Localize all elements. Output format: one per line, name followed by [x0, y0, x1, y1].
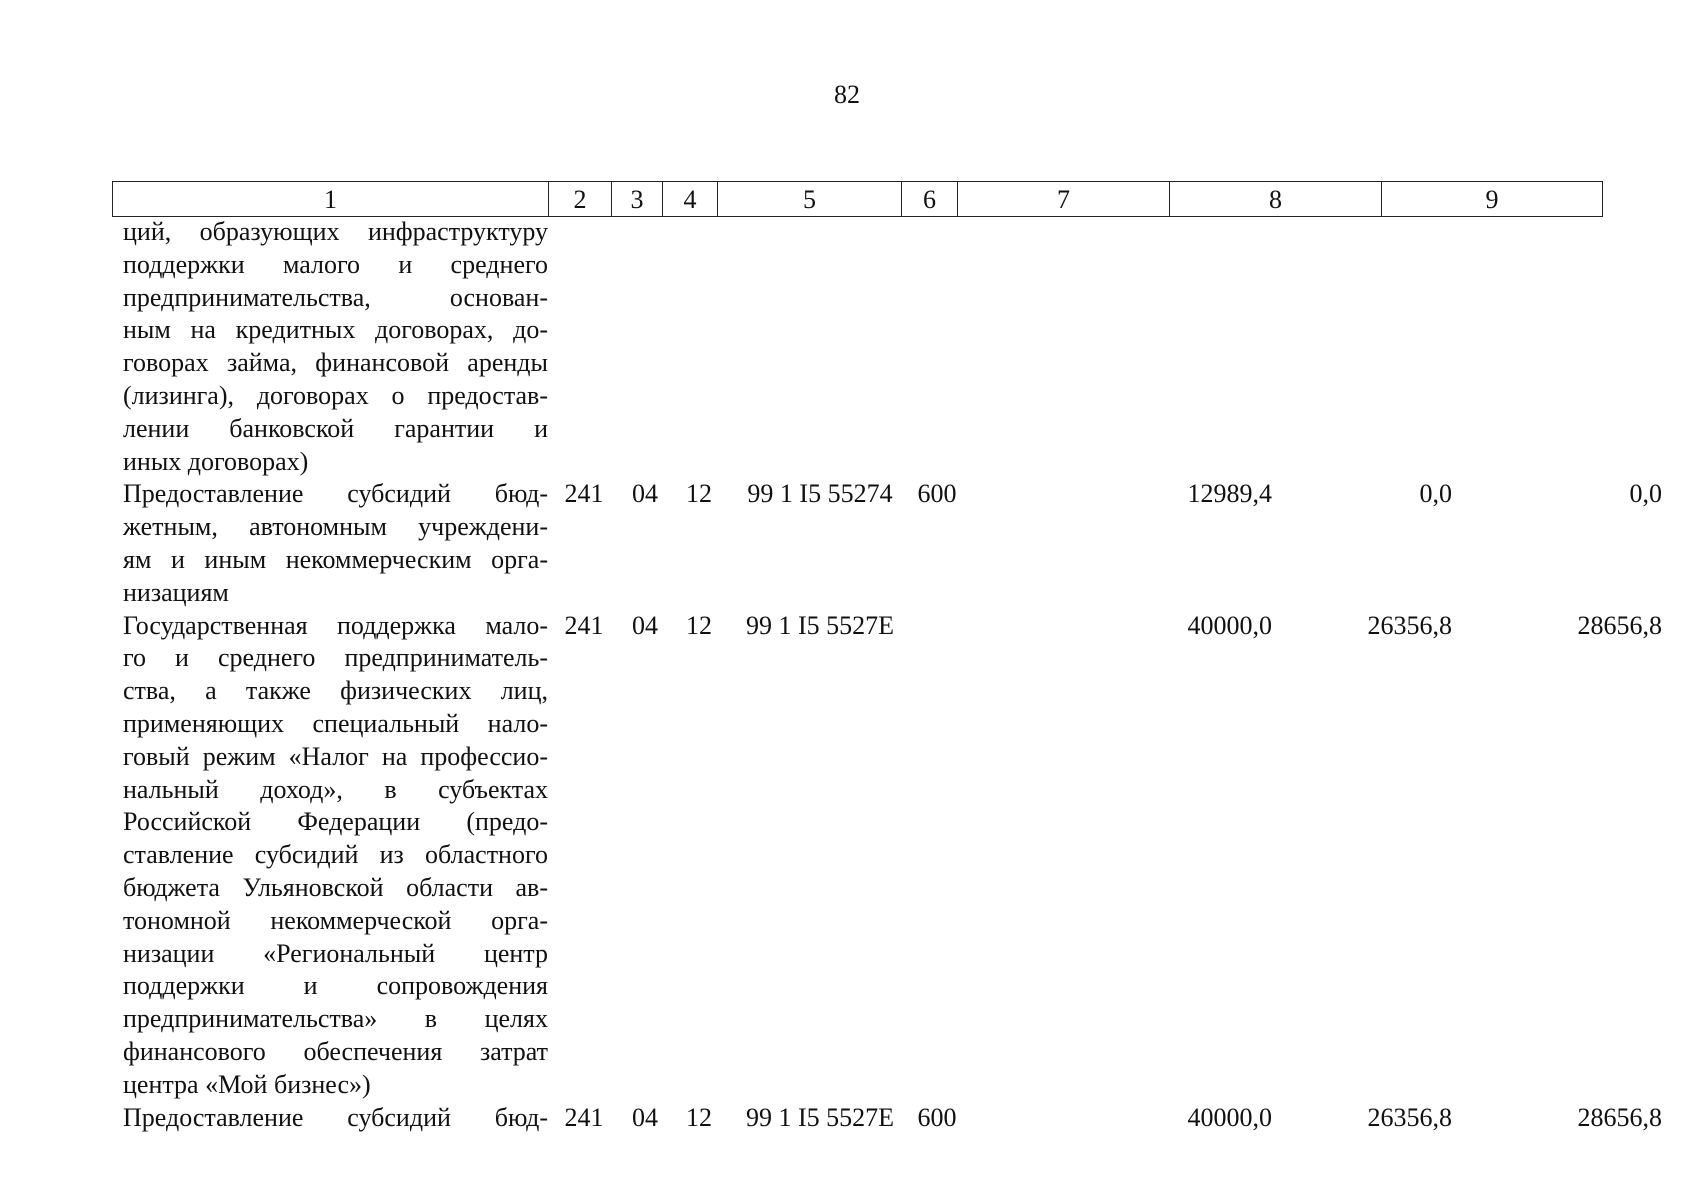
- description-line: ям и иным некоммерческим орга-: [123, 544, 548, 574]
- cell-col-3: 04: [632, 479, 658, 509]
- column-header-4: 4: [663, 182, 718, 217]
- description-line: нальный доход», в субъектах: [123, 774, 548, 804]
- cell-col-7: 40000,0: [1187, 1102, 1272, 1132]
- table-row: [112, 216, 1602, 478]
- cell-col-5: 99 1 I5 5527E: [745, 610, 895, 640]
- cell-col-4: 12: [686, 1102, 712, 1132]
- cell-col-9: 28656,8: [1577, 1102, 1662, 1132]
- description-line: финансового обеспечения затрат: [123, 1036, 548, 1066]
- cell-col-2: 241: [564, 1102, 604, 1132]
- description-line: жетным, автономным учреждени-: [123, 512, 548, 542]
- cell-col-3: 04: [632, 1102, 658, 1132]
- cell-col-8: 26356,8: [1367, 610, 1452, 640]
- description-line: Предоставление субсидий бюд-: [123, 479, 548, 509]
- description-line: центра «Мой бизнес»): [123, 1069, 371, 1099]
- table-row: [112, 1102, 1662, 1135]
- description-line: иных договорах): [123, 446, 309, 476]
- description-line: го и среднего предприниматель-: [123, 643, 548, 673]
- column-header-2: 2: [549, 182, 612, 217]
- description-line: говый режим «Налог на профессио-: [123, 741, 548, 771]
- page-number: 82: [834, 80, 860, 109]
- description-line: ставление субсидий из областного: [123, 840, 548, 870]
- row-description: [123, 478, 548, 609]
- description-line: предпринимательства, основан-: [123, 282, 548, 312]
- column-header-row: [113, 182, 1603, 217]
- column-header-8: 8: [1170, 182, 1382, 217]
- column-header-7: 7: [958, 182, 1170, 217]
- description-line: тономной некоммерческой орга-: [123, 905, 548, 935]
- cell-col-4: 12: [686, 479, 712, 509]
- cell-col-5: 99 1 I5 5527E: [745, 1102, 895, 1132]
- description-line: бюджета Ульяновской области ав-: [123, 872, 548, 902]
- column-header-5: 5: [718, 182, 902, 217]
- description-line: (лизинга), договорах о предостав-: [123, 380, 548, 410]
- cell-col-3: 04: [632, 610, 658, 640]
- cell-col-7: 40000,0: [1187, 610, 1272, 640]
- column-header-9: 9: [1382, 182, 1603, 217]
- description-line: поддержки и сопровождения: [123, 971, 548, 1001]
- column-header-3: 3: [612, 182, 663, 217]
- description-line: поддержки малого и среднего: [123, 249, 548, 279]
- cell-col-6: 600: [917, 1102, 957, 1132]
- row-description: [123, 610, 548, 1102]
- table-body: [112, 216, 1662, 1134]
- description-line: Предоставление субсидий бюд-: [123, 1102, 548, 1132]
- description-line: ства, а также физических лиц,: [123, 676, 548, 706]
- column-header-table: [112, 181, 1603, 217]
- table-row: [112, 610, 1662, 1102]
- cell-col-6: 600: [917, 479, 957, 509]
- description-line: низации «Региональный центр: [123, 938, 548, 968]
- description-line: Государственная поддержка мало-: [123, 610, 548, 640]
- description-line: ным на кредитных договорах, до-: [123, 315, 548, 345]
- description-line: говорах займа, финансовой аренды: [123, 348, 548, 378]
- column-header-1: 1: [113, 182, 549, 217]
- cell-col-9: 28656,8: [1577, 610, 1662, 640]
- column-header-6: 6: [902, 182, 958, 217]
- cell-col-8: 26356,8: [1367, 1102, 1452, 1132]
- description-line: ций, образующих инфраструктуру: [123, 217, 548, 246]
- description-line: лении банковской гарантии и: [123, 413, 548, 443]
- description-line: применяющих специальный нало-: [123, 708, 548, 738]
- cell-col-5: 99 1 I5 55274: [747, 479, 893, 509]
- cell-col-4: 12: [686, 610, 712, 640]
- cell-col-2: 241: [564, 479, 604, 509]
- description-line: низациям: [123, 577, 229, 607]
- description-line: предпринимательства» в целях: [123, 1004, 548, 1034]
- table-row: [112, 478, 1662, 609]
- cell-col-8: 0,0: [1419, 479, 1452, 509]
- cell-col-7: 12989,4: [1187, 479, 1272, 509]
- cell-col-2: 241: [564, 610, 604, 640]
- row-description: [123, 216, 548, 478]
- cell-col-9: 0,0: [1629, 479, 1662, 509]
- row-description: [123, 1102, 548, 1135]
- description-line: Российской Федерации (предо-: [123, 807, 548, 837]
